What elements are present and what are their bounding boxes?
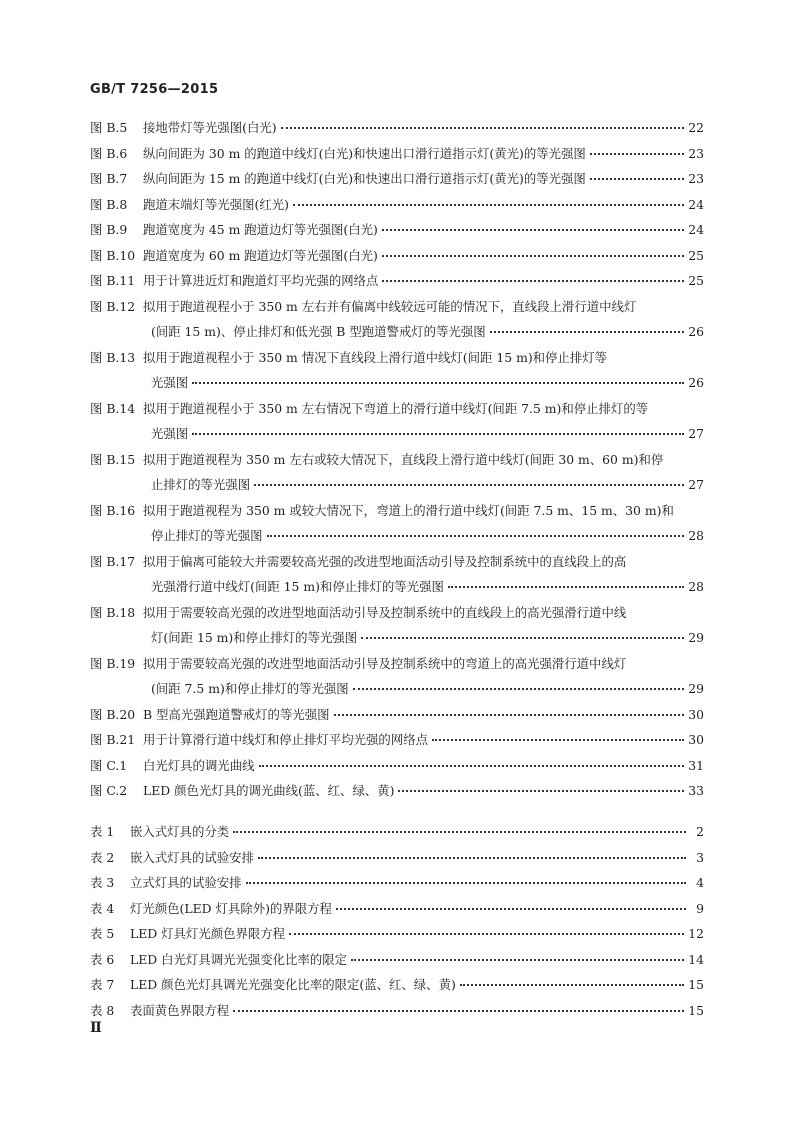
toc-entry[interactable] [90, 166, 704, 192]
toc-entry[interactable] [90, 972, 704, 998]
toc-title: 表面黄色界限方程 [130, 1002, 230, 1018]
toc-title: 白光灯具的调光曲线 [143, 757, 255, 773]
toc-label: 表 4 [90, 900, 115, 916]
toc-title: 灯(间距 15 m)和停止排灯的等光强图 [151, 630, 358, 645]
toc-label: 图 B.9 [90, 222, 128, 237]
dot-leader [233, 830, 686, 833]
toc-line [90, 702, 704, 728]
toc-label: 图 B.17 [90, 553, 136, 569]
toc-label: 表 7 [90, 977, 115, 992]
toc-page-number: 26 [688, 375, 704, 390]
toc-title: (间距 15 m)、停止排灯和低光强 B 型跑道警戒灯的等光强图 [151, 324, 486, 339]
toc-label: 图 B.14 [90, 400, 136, 416]
toc-title: 止排灯的等光强图 [151, 477, 251, 492]
toc-entry[interactable] [90, 778, 704, 804]
toc-title: 拟用于跑道视程为 350 m 或较大情况下，弯道上的滑行道中线灯(间距 7.5 m、15 m、30 m)和 [143, 502, 674, 518]
toc-line [90, 998, 704, 1024]
toc-entry[interactable] [90, 268, 704, 294]
dot-leader [382, 254, 684, 257]
toc-line [90, 345, 704, 371]
table-list [90, 819, 704, 1023]
toc-entry[interactable] [90, 702, 704, 728]
toc-line [90, 498, 704, 524]
dot-leader [192, 381, 684, 384]
toc-entry[interactable] [90, 243, 704, 269]
dot-leader [353, 687, 685, 690]
toc-page-number: 24 [688, 222, 704, 237]
toc-title: 灯光颜色(LED 灯具除外)的界限方程 [130, 900, 332, 916]
toc-line [90, 115, 704, 141]
toc-line [90, 192, 704, 218]
toc-label: 图 B.10 [90, 247, 136, 263]
toc-line [90, 447, 704, 473]
dot-leader [432, 738, 684, 741]
toc-title: 用于计算进近灯和跑道灯平均光强的网络点 [143, 273, 379, 288]
toc-line [90, 896, 704, 922]
toc-line [90, 870, 704, 896]
toc-title: 拟用于跑道视程为 350 m 左右或较大情况下，直线段上滑行道中线灯(间距 30 m、60 m)和停 [143, 451, 664, 467]
toc-page-number: 31 [688, 757, 704, 773]
toc-entry[interactable] [90, 870, 704, 896]
dot-leader [361, 636, 684, 639]
toc-line [90, 268, 704, 294]
toc-page-number: 27 [688, 477, 704, 492]
toc-entry[interactable] [90, 345, 704, 396]
toc-page-number: 23 [688, 145, 704, 161]
toc-entry[interactable] [90, 753, 704, 779]
toc-title: 嵌入式灯具的分类 [130, 824, 230, 839]
toc-title: 光强滑行道中线灯(间距 15 m)和停止排灯的等光强图 [151, 579, 444, 594]
toc-entry[interactable] [90, 192, 704, 218]
toc-page-number: 28 [688, 579, 704, 594]
toc-label: 图 C.2 [90, 783, 128, 798]
toc-label: 图 B.21 [90, 732, 136, 747]
toc-entry[interactable] [90, 819, 704, 845]
toc-label: 图 B.7 [90, 171, 128, 186]
toc-page-number: 4 [696, 875, 704, 890]
toc-page-number: 28 [688, 528, 704, 543]
toc-entry[interactable] [90, 896, 704, 922]
toc-line [90, 972, 704, 998]
toc-title: 光强图 [151, 426, 189, 441]
toc-entry[interactable] [90, 600, 704, 651]
toc-page-number: 15 [688, 1002, 704, 1018]
toc-title: 拟用于偏离可能较大并需要较高光强的改进型地面活动引导及控制系统中的直线段上的高 [143, 553, 627, 569]
dot-leader [351, 958, 684, 961]
dot-leader [590, 177, 684, 180]
toc-label: 图 B.13 [90, 349, 136, 365]
toc-line [90, 166, 704, 192]
toc-label: 图 B.20 [90, 706, 136, 722]
toc-label: 图 B.11 [90, 273, 136, 288]
toc-entry[interactable] [90, 998, 704, 1024]
dot-leader [293, 203, 684, 206]
dot-leader [382, 279, 684, 282]
toc-title: 用于计算滑行道中线灯和停止排灯平均光强的网络点 [143, 732, 428, 747]
toc-entry[interactable] [90, 727, 704, 753]
toc-line [90, 921, 704, 947]
toc-label: 图 B.18 [90, 604, 136, 620]
toc-line [90, 396, 704, 422]
figure-list [90, 115, 704, 804]
dot-leader [398, 789, 684, 792]
toc-entry[interactable] [90, 651, 704, 702]
toc-page-number: 24 [688, 196, 704, 212]
toc-line [90, 819, 704, 845]
toc-line [90, 727, 704, 753]
toc-line [90, 625, 704, 651]
dot-leader [490, 330, 685, 333]
toc-line [90, 141, 704, 167]
toc-page-number: 33 [688, 783, 704, 798]
toc-entry[interactable] [90, 141, 704, 167]
toc-label: 表 2 [90, 849, 115, 865]
toc-title: 嵌入式灯具的试验安排 [130, 849, 254, 865]
toc-label: 表 5 [90, 926, 115, 941]
toc-line [90, 243, 704, 269]
toc-entry[interactable] [90, 294, 704, 345]
dot-leader [254, 483, 684, 486]
toc-page-number: 9 [696, 900, 704, 916]
dot-leader [259, 764, 685, 767]
toc-entry[interactable] [90, 115, 704, 141]
toc-title: (间距 7.5 m)和停止排灯的等光强图 [151, 681, 349, 696]
dot-leader [192, 432, 684, 435]
toc-line [90, 421, 704, 447]
toc-line [90, 319, 704, 345]
dot-leader [460, 983, 684, 986]
toc-title: 拟用于跑道视程小于 350 m 左右并有偏离中线较远可能的情况下，直线段上滑行道中线灯 [143, 298, 637, 314]
toc-page-number: 14 [688, 951, 704, 967]
toc-title: 纵向间距为 30 m 的跑道中线灯(白光)和快速出口滑行道指示灯(黄光)的等光强图 [143, 145, 586, 161]
toc-label: 表 3 [90, 875, 115, 890]
toc-title: 跑道宽度为 45 m 跑道边灯等光强图(白光) [143, 222, 378, 237]
toc-page-number: 30 [688, 706, 704, 722]
toc-title: 光强图 [151, 375, 189, 390]
toc-page-number: 29 [688, 681, 704, 696]
dot-leader [267, 534, 685, 537]
toc-title: 拟用于需要较高光强的改进型地面活动引导及控制系统中的弯道上的高光强滑行道中线灯 [143, 655, 627, 671]
dot-leader [590, 152, 684, 155]
standard-number: GB/T 7256—2015 [90, 82, 219, 97]
toc-entry[interactable] [90, 447, 704, 498]
toc-entry[interactable] [90, 498, 704, 549]
toc-page-number: 22 [688, 120, 704, 135]
toc-line [90, 549, 704, 575]
toc-title: LED 颜色光灯具调光光强变化比率的限定(蓝、红、绿、黄) [130, 977, 456, 992]
toc-label: 图 B.16 [90, 502, 136, 518]
toc-label: 表 8 [90, 1002, 115, 1018]
toc-line [90, 947, 704, 973]
toc-line [90, 778, 704, 804]
page-number-roman: Ⅱ [90, 1020, 102, 1036]
toc-line [90, 472, 704, 498]
dot-leader [281, 126, 685, 129]
toc-title: 跑道宽度为 60 m 跑道边灯等光强图(白光) [143, 247, 378, 263]
toc-entry[interactable] [90, 549, 704, 600]
toc-line [90, 217, 704, 243]
toc-label: 表 1 [90, 824, 115, 839]
toc-label: 图 B.6 [90, 145, 128, 161]
toc-title: 停止排灯的等光强图 [151, 528, 263, 543]
toc-title: 拟用于跑道视程小于 350 m 左右情况下弯道上的滑行道中线灯(间距 7.5 m)和停止排灯的等 [143, 400, 649, 416]
toc-label: 图 B.5 [90, 120, 128, 135]
toc-page-number: 25 [688, 247, 704, 263]
toc-label: 图 B.15 [90, 451, 136, 467]
toc-label: 图 B.8 [90, 196, 128, 212]
dot-leader [233, 1009, 684, 1012]
toc-entry[interactable] [90, 921, 704, 947]
toc-page-number: 30 [688, 732, 704, 747]
toc-title: B 型高光强跑道警戒灯的等光强图 [143, 706, 330, 722]
toc-title: 接地带灯等光强图(白光) [143, 120, 277, 135]
toc-page-number: 26 [688, 324, 704, 339]
toc-line [90, 523, 704, 549]
toc-page-number: 3 [696, 849, 704, 865]
toc-page-number: 29 [688, 630, 704, 645]
toc-entry[interactable] [90, 217, 704, 243]
toc-line [90, 370, 704, 396]
toc-entry[interactable] [90, 845, 704, 871]
toc-title: 跑道末端灯等光强图(红光) [143, 196, 289, 212]
toc-title: 拟用于需要较高光强的改进型地面活动引导及控制系统中的直线段上的高光强滑行道中线 [143, 604, 627, 620]
toc-line [90, 651, 704, 677]
toc-title: 纵向间距为 15 m 的跑道中线灯(白光)和快速出口滑行道指示灯(黄光)的等光强图 [143, 171, 586, 186]
dot-leader [258, 856, 686, 859]
dot-leader [289, 932, 684, 935]
toc-title: 拟用于跑道视程小于 350 m 情况下直线段上滑行道中线灯(间距 15 m)和停止排灯等 [143, 349, 607, 365]
toc-line [90, 574, 704, 600]
dot-leader [246, 881, 686, 884]
toc-title: LED 白光灯具调光光强变化比率的限定 [130, 951, 348, 967]
toc-page-number: 15 [688, 977, 704, 992]
toc-entry[interactable] [90, 396, 704, 447]
toc-title: LED 灯具灯光颜色界限方程 [130, 926, 286, 941]
toc-label: 图 B.12 [90, 298, 136, 314]
toc-label: 图 B.19 [90, 655, 136, 671]
toc-label: 图 C.1 [90, 757, 128, 773]
toc-line [90, 753, 704, 779]
toc-page-number: 25 [688, 273, 704, 288]
toc-page-number: 2 [696, 824, 704, 839]
dot-leader [382, 228, 684, 231]
toc-page-number: 12 [688, 926, 704, 941]
toc-title: LED 颜色光灯具的调光曲线(蓝、红、绿、黄) [143, 783, 395, 798]
toc-page-number: 27 [688, 426, 704, 441]
toc-label: 表 6 [90, 951, 115, 967]
dot-leader [336, 907, 686, 910]
toc-title: 立式灯具的试验安排 [130, 875, 242, 890]
dot-leader [448, 585, 684, 588]
toc-line [90, 845, 704, 871]
toc-page-number: 23 [688, 171, 704, 186]
toc-entry[interactable] [90, 947, 704, 973]
toc-line [90, 294, 704, 320]
toc-line [90, 676, 704, 702]
toc-line [90, 600, 704, 626]
dot-leader [334, 713, 685, 716]
